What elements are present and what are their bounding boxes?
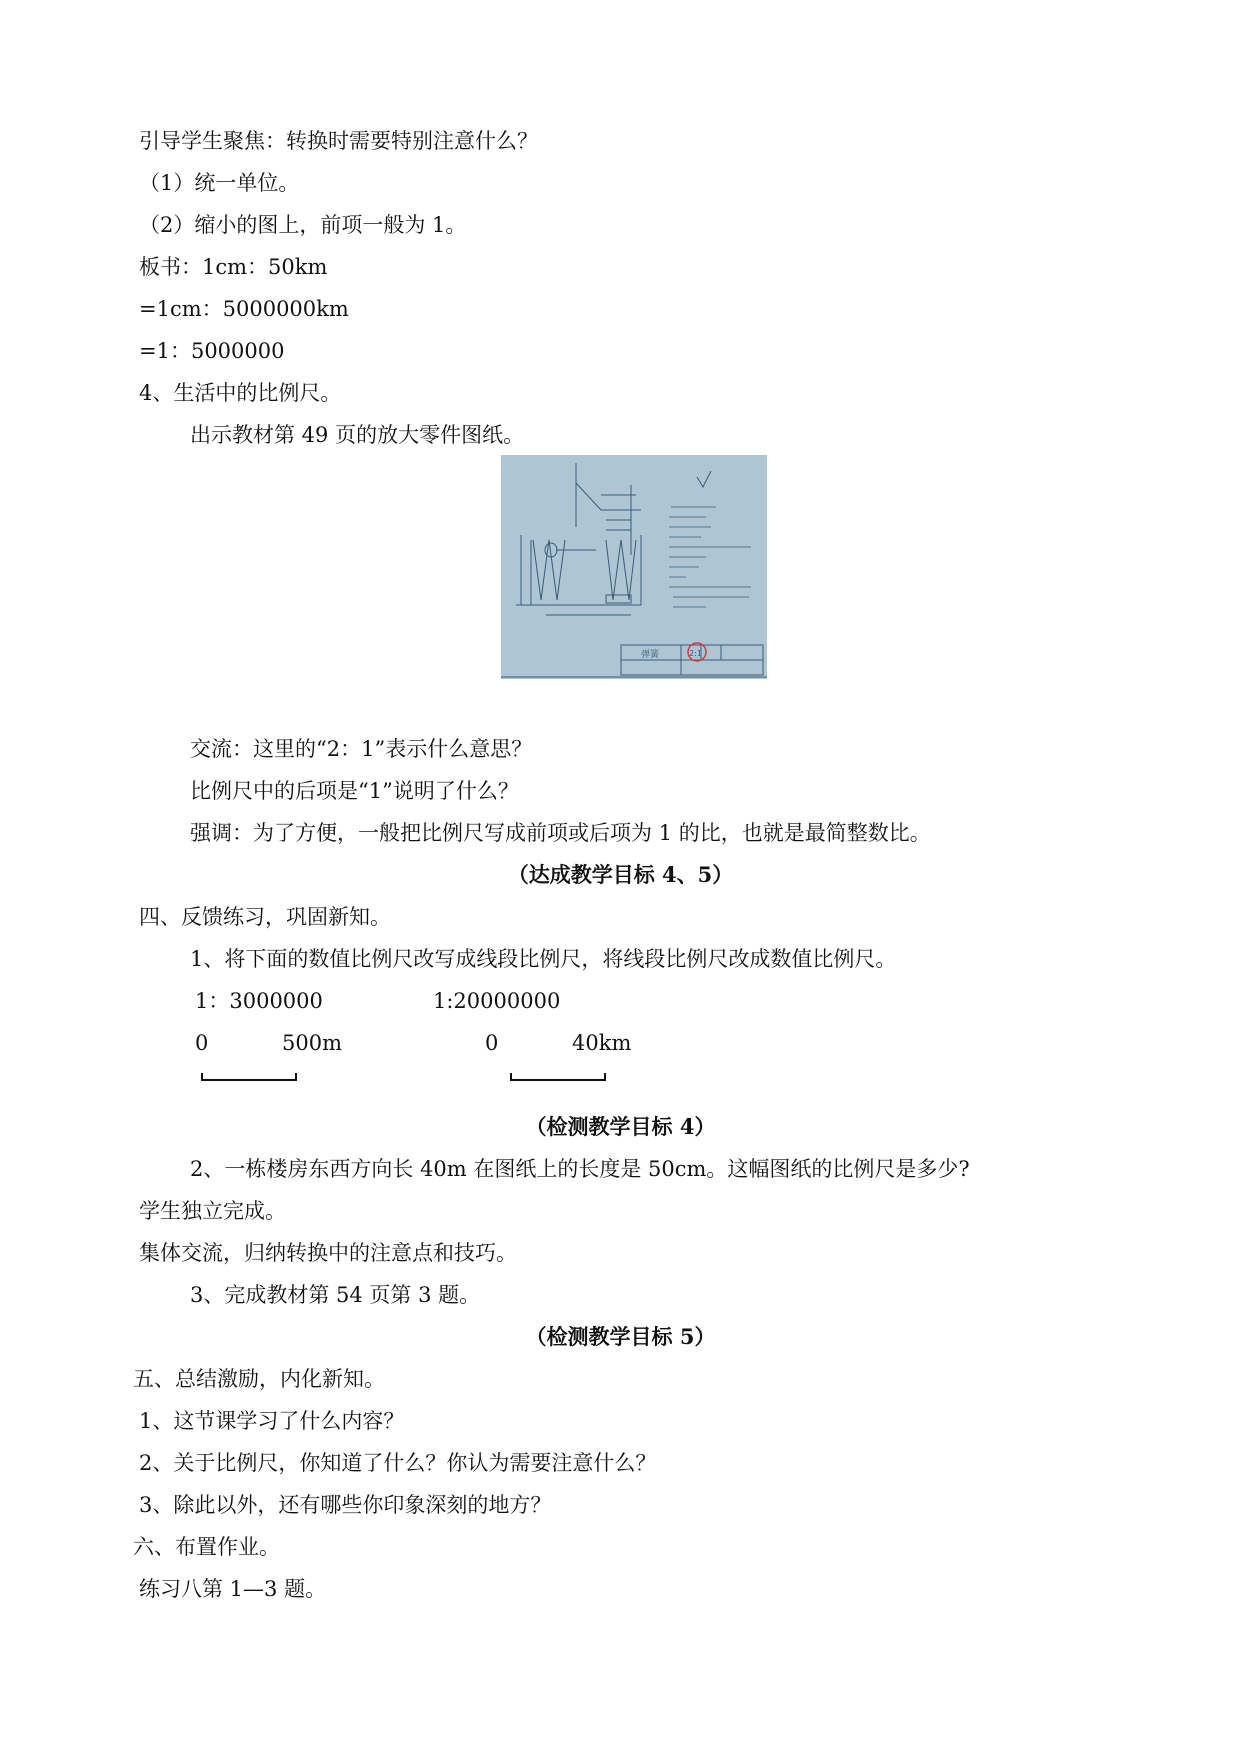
line-back-term: 比例尺中的后项是“1”说明了什么？ xyxy=(190,779,519,803)
segment-scale-1-value: 500m xyxy=(282,1031,342,1055)
exercise-1: 1、将下面的数值比例尺改写成线段比例尺，将线段比例尺改成数值比例尺。 xyxy=(190,947,897,971)
line-group-discuss: 集体交流，归纳转换中的注意点和技巧。 xyxy=(139,1241,517,1265)
line-discuss-ratio: 交流：这里的“2：1”表示什么意思？ xyxy=(190,737,533,761)
goal-label-5: （检测教学目标 5） xyxy=(525,1324,716,1349)
segment-scale-1-bar xyxy=(201,1073,297,1081)
section-heading-6: 六、布置作业。 xyxy=(133,1535,280,1559)
line-focus-question: 引导学生聚焦：转换时需要特别注意什么？ xyxy=(139,129,538,153)
summary-q1: 1、这节课学习了什么内容？ xyxy=(139,1409,405,1433)
segment-scale-1-zero: 0 xyxy=(195,1031,209,1055)
line-board-3: =1：5000000 xyxy=(139,339,285,363)
summary-q2: 2、关于比例尺，你知道了什么？你认为需要注意什么？ xyxy=(139,1451,657,1475)
drawing-scale-label: 2:1 xyxy=(689,649,702,658)
goal-label-4: （检测教学目标 4） xyxy=(525,1114,716,1139)
line-front-term: （2）缩小的图上，前项一般为 1。 xyxy=(139,213,467,237)
summary-q3: 3、除此以外，还有哪些你印象深刻的地方？ xyxy=(139,1493,552,1517)
section-heading-5: 五、总结激励，内化新知。 xyxy=(133,1367,385,1391)
segment-scale-2-bar xyxy=(510,1073,606,1081)
numeric-scale-1: 1：3000000 xyxy=(195,989,323,1013)
goal-label-4-5: （达成教学目标 4、5） xyxy=(507,862,734,887)
part-drawing-image xyxy=(501,455,767,679)
line-board-1: 板书：1cm：50km xyxy=(139,255,328,279)
exercise-2: 2、一栋楼房东西方向长 40m 在图纸上的长度是 50cm。这幅图纸的比例尺是多少? xyxy=(190,1157,970,1181)
line-emphasize: 强调：为了方便，一般把比例尺写成前项或后项为 1 的比，也就是最简整数比。 xyxy=(190,821,931,845)
segment-scale-2-value: 40km xyxy=(572,1031,632,1055)
line-independent: 学生独立完成。 xyxy=(139,1199,286,1223)
segment-scale-2-zero: 0 xyxy=(485,1031,499,1055)
exercise-3: 3、完成教材第 54 页第 3 题。 xyxy=(190,1283,481,1307)
drawing-title-label: 弹簧 xyxy=(641,650,660,660)
numeric-scale-2: 1:20000000 xyxy=(433,989,561,1013)
line-board-2: =1cm：5000000km xyxy=(139,297,349,321)
line-show-drawing: 出示教材第 49 页的放大零件图纸。 xyxy=(190,423,525,447)
homework: 练习八第 1—3 题。 xyxy=(139,1577,327,1601)
section-heading-4: 四、反馈练习，巩固新知。 xyxy=(139,905,391,929)
line-unify-units: （1）统一单位。 xyxy=(139,171,300,195)
line-section-4: 4、生活中的比例尺。 xyxy=(139,381,342,405)
